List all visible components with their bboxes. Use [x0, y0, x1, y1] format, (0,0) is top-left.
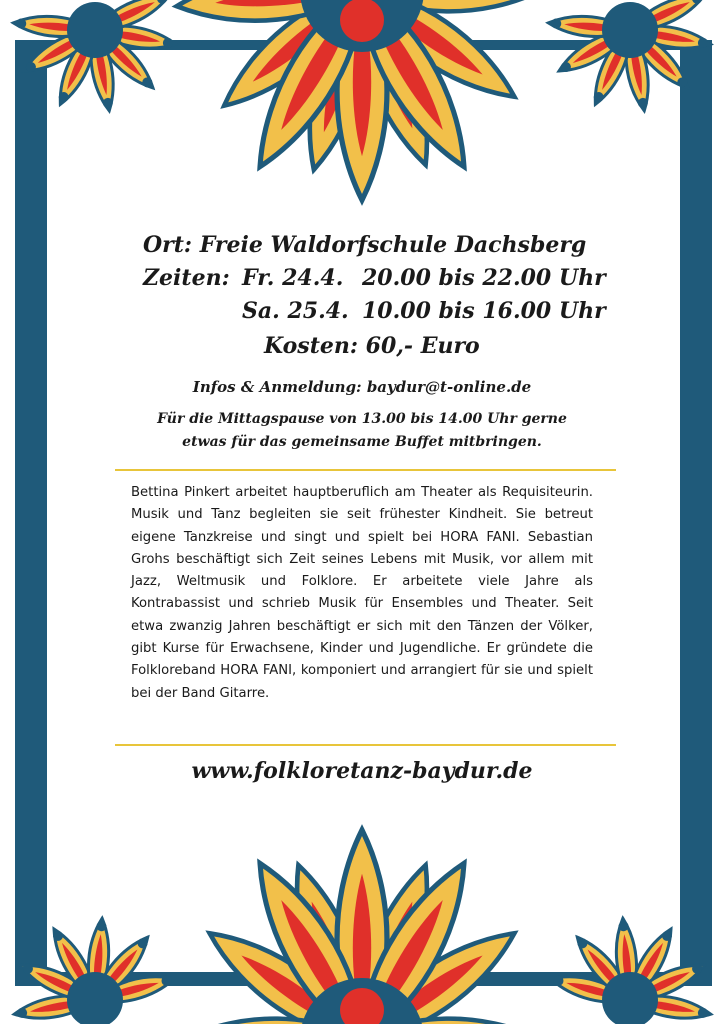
bottom-right-flower [548, 917, 712, 1024]
time2-day: Sa. 25.4. [242, 298, 349, 324]
bottom-left-flower [13, 917, 177, 1024]
time2-hours: 10.00 bis 16.00 Uhr [362, 298, 606, 324]
top-right-flower [547, 0, 712, 112]
time1-day: Fr. 24.4. [242, 265, 344, 291]
top-left-flower [12, 0, 177, 112]
website-link[interactable]: www.folkloretanz-baydur.de [191, 758, 533, 784]
lunch-line-1: Für die Mittagspause von 13.00 bis 14.00 Uhr gerne [157, 411, 567, 427]
divider-bottom [115, 744, 616, 746]
info-line: Infos & Anmeldung: baydur@t-online.de [192, 378, 532, 396]
cost-line: Kosten: 60,- Euro [264, 333, 480, 359]
lunch-line-2: etwas für das gemeinsame Buffet mitbringen. [182, 434, 542, 450]
location-line: Ort: Freie Waldorfschule Dachsberg [143, 232, 587, 258]
top-center-flower [175, 0, 542, 200]
divider-top [115, 469, 616, 471]
biography-text: Bettina Pinkert arbeitet hauptberuflich am Theater als Requisiteurin. Musik und Tanz begleiten sie seit frühester Kindheit. Sie betreut eigene Tanzkreise und singt und spielt bei HORA FANI. Sebastian Grohs beschäftigt sich Zeit seines Lebens mit Musik, vor allem mit Jazz, Weltmusik und Folklore. Er arbeitete viele Jahre als Kontrabassist und schrieb Musik für Ensembles und Theater. Seit etwa zwanzig Jahren beschäftigt er sich mit den Tänzen der Völker, gibt Kurse für Erwachsene, Kinder und Jugendliche. Er gründete die Folkloreband HORA FANI, komponiert und arrangiert für sie und spielt bei der Band Gitarre. [131, 485, 593, 701]
time1-hours: 20.00 bis 22.00 Uhr [362, 265, 606, 291]
times-label: Zeiten: [143, 265, 230, 291]
bottom-center-flower [182, 830, 542, 1024]
